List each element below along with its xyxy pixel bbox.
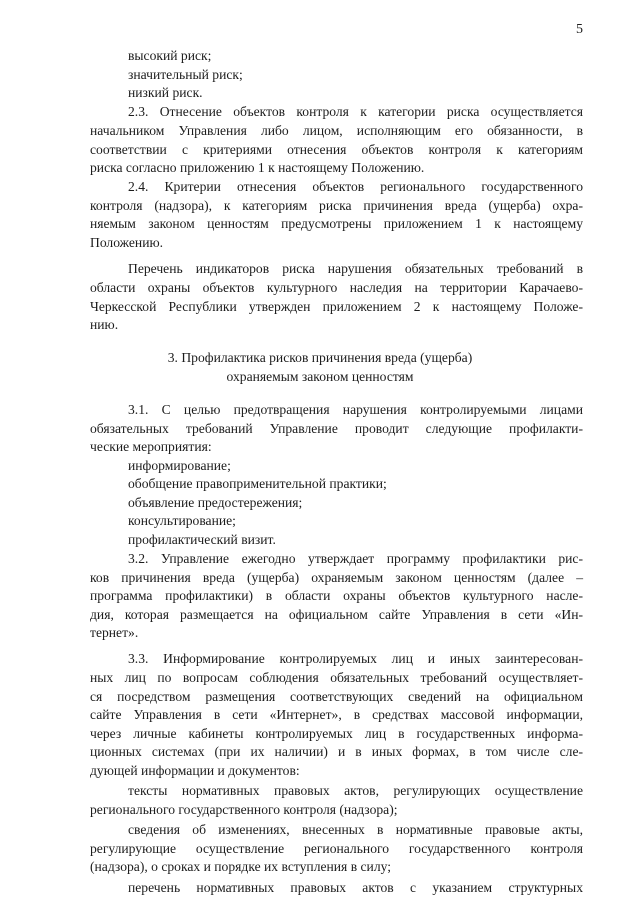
paragraph-line: дия, которая размещается на официальном сайте Управления в сети «Ин- <box>90 607 583 622</box>
list-item: высокий риск; <box>128 48 212 63</box>
paragraph-line: ков причинения вреда (ущерба) охраняемым законом ценностям (далее – <box>90 570 583 585</box>
paragraph-line: ся посредством размещения соответствующих сведений на официальном <box>90 689 583 704</box>
page-number: 5 <box>576 22 583 37</box>
paragraph-line: 2.4. Критерии отнесения объектов регионального государственного <box>128 179 583 194</box>
paragraph-line: ческие мероприятия: <box>90 439 212 454</box>
paragraph-line: обязательных требований Управление проводит следующие профилакти- <box>90 421 583 436</box>
paragraph-line: няемым законом ценностям предусмотрены приложением 1 к настоящему <box>90 216 583 231</box>
paragraph-line: Перечень индикаторов риска нарушения обязательных требований в <box>128 261 583 276</box>
paragraph-line: сайте Управления в сети «Интернет», в средствах массовой информации, <box>90 707 583 722</box>
paragraph-line: тексты нормативных правовых актов, регулирующих осуществление <box>128 783 583 798</box>
paragraph-line: перечень нормативных правовых актов с указанием структурных <box>128 880 583 895</box>
paragraph-line: дующей информации и документов: <box>90 763 300 778</box>
paragraph-line: начальником Управления либо лицом, исполняющим его обязанности, в <box>90 123 583 138</box>
list-item: значительный риск; <box>128 67 243 82</box>
paragraph-line: 3.1. С целью предотвращения нарушения контролируемыми лицами <box>128 402 583 417</box>
paragraph-line: 3.2. Управление ежегодно утверждает программу профилактики рис- <box>128 551 583 566</box>
section-heading: охраняемым законом ценностям <box>226 369 414 384</box>
paragraph-line: Черкесской Республики утвержден приложением 2 к настоящему Положе- <box>90 299 583 314</box>
paragraph-line: 3.3. Информирование контролируемых лиц и иных заинтересован- <box>128 651 583 666</box>
paragraph-line: программа профилактики) в области охраны объектов культурного насле- <box>90 588 583 603</box>
paragraph-line: тернет». <box>90 625 139 640</box>
paragraph-line: (надзора), о сроках и порядке их вступления в силу; <box>90 859 392 874</box>
paragraph-line: 2.3. Отнесение объектов контроля к категории риска осуществляется <box>128 104 583 119</box>
list-item: консультирование; <box>128 513 236 528</box>
paragraph-line: регулирующие осуществление регионального государственного контроля <box>90 841 583 856</box>
paragraph-line: через личные кабинеты контролируемых лиц в государственных информа- <box>90 726 583 741</box>
paragraph-line: нию. <box>90 317 119 332</box>
paragraph-line: сведения об изменениях, внесенных в нормативные правовые акты, <box>128 822 583 837</box>
section-heading: 3. Профилактика рисков причинения вреда (ущерба) <box>167 350 473 365</box>
paragraph-line: риска согласно приложению 1 к настоящему Положению. <box>90 160 425 175</box>
paragraph-line: области охраны объектов культурного наследия на территории Карачаево- <box>90 280 583 295</box>
list-item: информирование; <box>128 458 231 473</box>
paragraph-line: контроля (надзора), к категориям риска причинения вреда (ущерба) охра- <box>90 198 583 213</box>
paragraph-line: ных лиц по вопросам соблюдения обязательных требований осуществляет- <box>90 670 583 685</box>
list-item: объявление предостережения; <box>128 495 303 510</box>
paragraph-line: соответствии с критериями отнесения объектов контроля к категориям <box>90 142 583 157</box>
list-item: профилактический визит. <box>128 532 276 547</box>
list-item: обобщение правоприменительной практики; <box>128 476 387 491</box>
paragraph-line: ционных системах (при их наличии) и в иных формах, в том числе сле- <box>90 744 583 759</box>
paragraph-line: регионального государственного контроля (надзора); <box>90 802 398 817</box>
list-item: низкий риск. <box>128 85 203 100</box>
paragraph-line: Положению. <box>90 235 164 250</box>
